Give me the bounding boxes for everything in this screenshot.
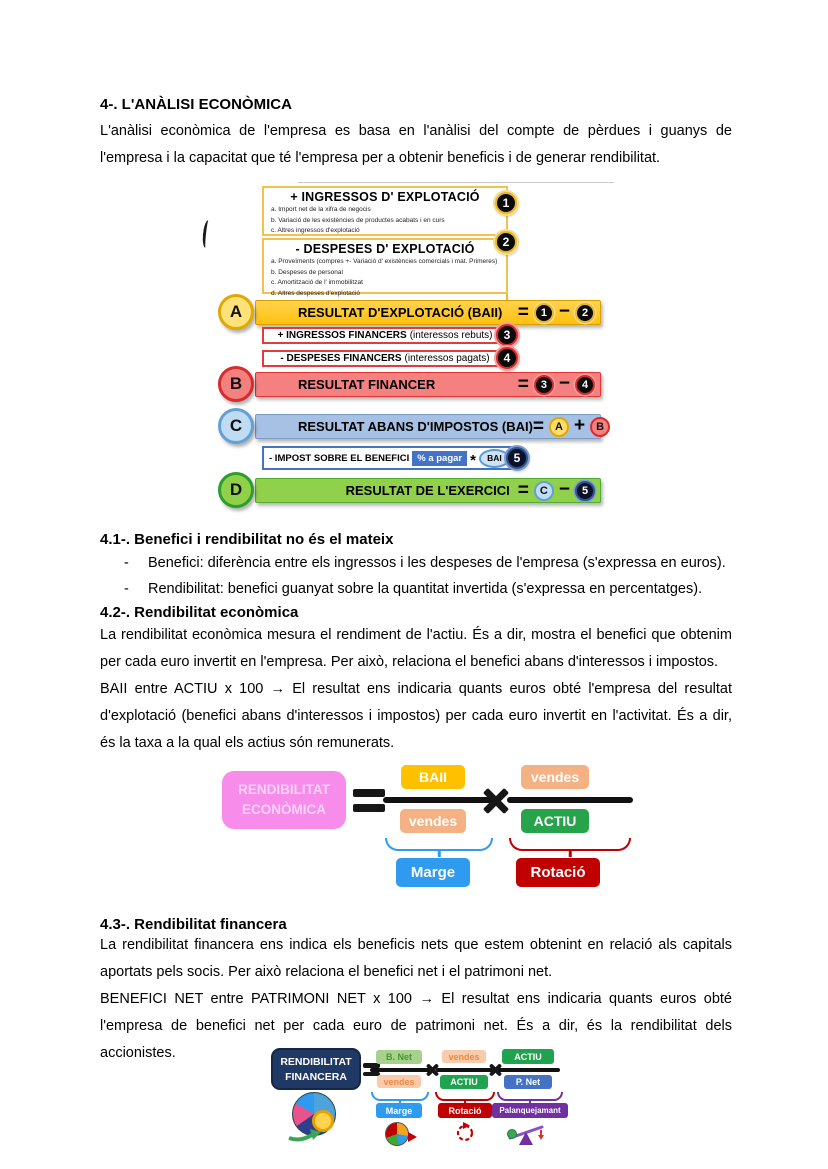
equals-icon: [353, 789, 385, 812]
palanquejament-box: Palanquejamant: [492, 1103, 568, 1118]
rotacio-box: Rotació: [438, 1103, 492, 1118]
rendibilitat-financera-box: [271, 1048, 361, 1090]
list-item: a. Import net de la xifra de negocis: [271, 206, 371, 213]
badge-1-small: 1: [534, 303, 554, 323]
rotacio-box: Rotació: [516, 858, 600, 887]
fraction-line: [436, 1068, 494, 1072]
badge-4-small: 4: [575, 375, 595, 395]
bullet-rendibilitat: [124, 576, 730, 602]
actiu-box: ACTIU: [440, 1075, 488, 1089]
plus-sign: +: [574, 415, 586, 436]
impost-benefici-box: [262, 446, 514, 470]
bullet-text: Rendibilitat: benefici guanyat sobre la quantitat invertida (s'expressa en percentatges).: [148, 581, 703, 597]
resultat-explotacio-bar: [255, 300, 601, 325]
badge-2-small: 2: [575, 303, 595, 323]
badge-5-small: 5: [575, 481, 595, 501]
fraction-line: [498, 1068, 560, 1072]
list-item: b. Despeses de personal: [271, 268, 343, 276]
badge-c-small: C: [534, 481, 554, 501]
brace-icon: [435, 1092, 495, 1101]
title-line: RENDIBILITAT: [238, 782, 330, 797]
badge-a-small: A: [549, 417, 569, 437]
actiu-box: ACTIU: [502, 1049, 554, 1064]
equation: [518, 481, 595, 501]
title-line: FINANCERA: [285, 1071, 347, 1083]
vendes-box: vendes: [400, 809, 466, 833]
list-item: c. Amortització de l' immobilitzat: [271, 279, 363, 287]
fraction-line: [370, 1068, 430, 1072]
bar-label: RESULTAT FINANCER: [298, 377, 436, 392]
pnet-box: P. Net: [504, 1075, 552, 1089]
list-item: c. Altres ingressos d'explotació: [271, 227, 360, 235]
paragraph: BENEFICI NET entre PATRIMONI NET x 100 → El resultat ens indicaria quants euros obté l'empresa de benefici net per cada euro de patrimoni net. És a dir, és la rendibilitat dels accionistes.: [100, 991, 732, 1061]
impost-label: - IMPOST SOBRE EL BENEFICI: [269, 452, 410, 464]
badge-1: 1: [495, 192, 517, 214]
despeses-explotacio-box: [262, 238, 508, 297]
rendibilitat-economica-diagram: [215, 758, 627, 898]
title-line: RENDIBILITAT: [280, 1056, 352, 1068]
letter-circle-b: B: [218, 366, 254, 402]
ingressos-financers-box: [262, 327, 508, 344]
badge-3-small: 3: [534, 375, 554, 395]
letter-circle-a: A: [218, 294, 254, 330]
scan-artifact: [202, 220, 213, 249]
box-title: + INGRESSOS D' EXPLOTACIÓ: [290, 190, 480, 204]
vendes-box: vendes: [377, 1075, 421, 1088]
brace-icon: [497, 1092, 563, 1101]
section-4-1-title: 4.1-. Benefici i rendibilitat no és el mateix: [100, 531, 394, 548]
list-item: d. Altres despeses d'explotació: [271, 289, 361, 297]
equation: [518, 303, 595, 323]
list-item: b. Variació de les existències de productes acabats i en curs: [271, 216, 445, 224]
bar-label: RESULTAT DE L'EXERCICI: [345, 483, 510, 498]
equals-sign: =: [517, 480, 529, 501]
badge-4: 4: [496, 347, 518, 369]
percent-chip: % a pagar: [412, 451, 467, 466]
marge-box: Marge: [376, 1103, 422, 1118]
actiu-box: ACTIU: [521, 809, 589, 833]
baii-box: BAII: [401, 765, 465, 789]
resultat-abans-impostos-bar: [255, 414, 605, 439]
rendibilitat-economica-box: [222, 771, 346, 829]
resultat-financer-bar: [255, 372, 601, 397]
rotation-arrow-icon: [454, 1122, 476, 1144]
paragraph: BAII entre ACTIU x 100 → El resultat ens indicaria quants euros obté l'empresa del resultat d'explotació (benefici abans d'interessos i impostos) per cada euro invertit en l'activitat. És a dir, és la taxa a la qual els actius són remunerats.: [100, 681, 732, 751]
brace-icon: [371, 1092, 429, 1101]
page-title: 4-. L'ANÀLISI ECONÒMICA: [100, 96, 292, 113]
badge-3: 3: [496, 324, 518, 346]
equals-sign: =: [517, 374, 529, 395]
lever-balance-icon: [506, 1120, 546, 1146]
asterisk: *: [470, 451, 476, 469]
paragraph: La rendibilitat econòmica mesura el rendiment de l'actiu. És a dir, mostra el benefici que obtenim per cada euro invertit en l'empresa. Per això, relaciona el benefici abans d'interessos i impostos.: [100, 627, 732, 670]
equation: [518, 375, 595, 395]
marge-box: Marge: [396, 858, 470, 887]
rendibilitat-financera-diagram: [268, 1044, 582, 1168]
fraction-line: [383, 797, 495, 803]
badge-2: 2: [495, 231, 517, 253]
label-bold: - DESPESES FINANCERS: [280, 353, 402, 364]
minus-sign: −: [558, 479, 570, 500]
label-bold: + INGRESSOS FINANCERS: [277, 330, 407, 341]
fraction-line: [507, 797, 633, 803]
bai-circle: BAI: [479, 449, 510, 468]
bnet-box: B. Net: [376, 1050, 422, 1064]
badge-5: 5: [506, 447, 528, 469]
minus-sign: −: [558, 373, 570, 394]
letter-circle-c: C: [218, 408, 254, 444]
ingressos-explotacio-box: [262, 186, 508, 236]
bullet-marker: -: [124, 555, 129, 571]
minus-sign: −: [558, 301, 570, 322]
equals-sign: =: [517, 302, 529, 323]
resultat-exercici-bar: [255, 478, 601, 503]
despeses-financers-box: [262, 350, 508, 367]
growth-arrow-icon: [288, 1128, 322, 1142]
arrow-icon: [408, 1132, 417, 1142]
pie-chart-icon: [385, 1122, 409, 1146]
label-normal: (interessos pagats): [404, 353, 490, 364]
bar-label: RESULTAT ABANS D'IMPOSTOS (BAI): [298, 419, 533, 434]
intro-paragraph: L'anàlisi econòmica de l'empresa es basa en l'anàlisi del compte de pèrdues i guanys de l'empresa i la capacitat que té l'empresa per a obtenir beneficis i de generar rendibilitat.: [100, 123, 732, 166]
income-statement-diagram: [210, 180, 622, 514]
list-item: a. Proveïments (compres +- Variació d' existències comercials i mat. Primeres): [271, 258, 498, 265]
bullet-benefici: [124, 550, 730, 576]
paragraph: La rendibilitat financera ens indica els beneficis nets que estem obtenint en relació als capitals aportats pels socis. Per això relaciona el benefici net i el patrimoni net.: [100, 937, 732, 980]
badge-b-small: B: [590, 417, 610, 437]
vendes-box: vendes: [521, 765, 589, 789]
brace-icon: [385, 838, 493, 851]
bar-label: RESULTAT D'EXPLOTACIÓ (BAII): [298, 305, 503, 320]
vendes-box: vendes: [442, 1050, 486, 1063]
section-4-2-title: 4.2-. Rendibilitat econòmica: [100, 604, 299, 621]
label-normal: (interessos rebuts): [409, 330, 493, 341]
divider: [298, 182, 614, 183]
bullet-text: Benefici: diferència entre els ingressos i les despeses de l'empresa (s'expressa en euros).: [148, 555, 726, 571]
title-line: ECONÒMICA: [242, 802, 326, 817]
bullet-marker: -: [124, 581, 129, 597]
box-title: - DESPESES D' EXPLOTACIÓ: [295, 242, 475, 256]
equals-sign: =: [532, 416, 545, 437]
brace-icon: [509, 838, 631, 851]
equation: [533, 417, 610, 437]
section-4-3-title: 4.3-. Rendibilitat financera: [100, 916, 287, 933]
letter-circle-d: D: [218, 472, 254, 508]
